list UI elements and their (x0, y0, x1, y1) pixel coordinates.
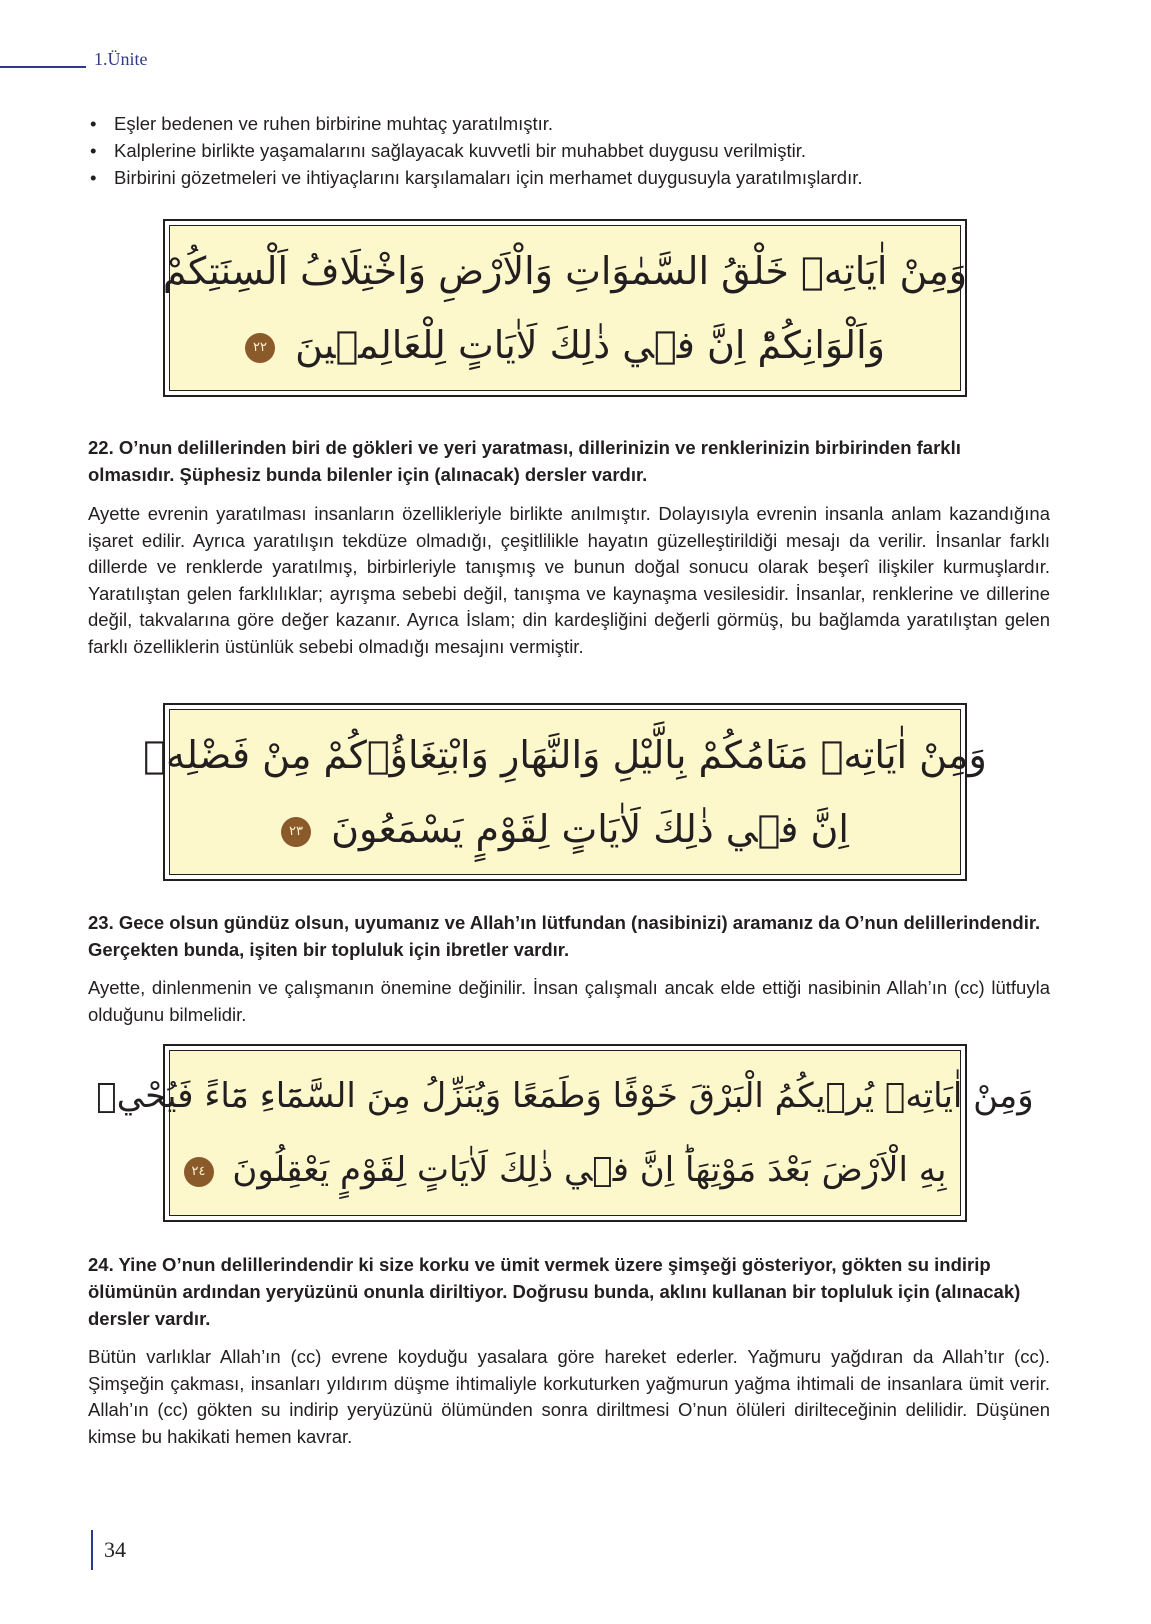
list-item: • Kalplerine birlikte yaşamalarını sağlayacak kuvvetli bir muhabbet duygusu verilmiştir. (88, 137, 863, 164)
verse-number: 23. (88, 912, 114, 933)
footer-rule (91, 1530, 93, 1570)
verse-number: 24. (88, 1254, 114, 1275)
ayah-number-icon: ٢٤ (184, 1157, 214, 1187)
header-rule (0, 66, 86, 68)
page-number: 34 (104, 1537, 126, 1562)
arabic-line: وَمِنْ اٰيَاتِه۪ خَلْقُ السَّمٰوَاتِ وَالْاَرْضِ وَاخْتِلَافُ اَلْسِنَتِكُمْ (162, 249, 968, 293)
ayah-number-icon: ٢٣ (281, 817, 311, 847)
commentary-24: Bütün varlıklar Allah’ın (cc) evrene koyduğu yasalara göre hareket ederler. Yağmuru yağdıran da Allah’tır (cc). Şimşeğin çakması, insanları yıldırım düşme ihtimaliyle korkuturken yağmurun yağma ihtimali de insanlara ümit verir. Allah’ın (cc) gökten su indirip yeryüzünü ölümünden sonra diriltmesi O’nun ölüleri dirilteceğinin delilidir. Düşünen kimse bu hakikati hemen kavrar. (88, 1346, 1050, 1447)
commentary-23: Ayette, dinlenmenin ve çalışmanın önemine değinilir. İnsan çalışmalı ancak elde ettiği nasibinin Allah’ın (cc) lütfuyla olduğunu bilmelidir. (88, 977, 1050, 1025)
bullet-icon: • (90, 167, 97, 188)
verse-panel (96, 1050, 1034, 1216)
arabic-line: اِنَّ ف۪ي ذٰلِكَ لَاٰيَاتٍ لِقَوْمٍ يَسْمَعُونَ ٢٣ (281, 792, 849, 866)
list-item: • Birbirini gözetmeleri ve ihtiyaçlarını karşılamaları için merhamet duygusuyla yaratılmışlardır. (88, 164, 863, 191)
unit-title: 1.Ünite (94, 49, 148, 69)
verse-number: 22. (88, 437, 114, 458)
bullet-icon: • (90, 113, 97, 134)
verse-panel (162, 225, 968, 391)
bullet-icon: • (90, 140, 97, 161)
list-item: • Eşler bedenen ve ruhen birbirine muhtaç yaratılmıştır. (88, 110, 863, 137)
verse-box-22 (163, 219, 967, 397)
verse-translation-22: 22. O’nun delillerinden biri de gökleri ve yeri yaratması, dillerinizin ve renklerinizin birbirinden farklı olmasıdır. Şüphesiz bunda bilenler için (alınacak) dersler vardır. (88, 437, 961, 485)
ayah-number-icon: ٢٢ (245, 333, 275, 363)
verse-panel (143, 709, 987, 875)
arabic-line: بِهِ الْاَرْضَ بَعْدَ مَوْتِهَاؕ اِنَّ ف۪ي ذٰلِكَ لَاٰيَاتٍ لِقَوْمٍ يَعْقِلُونَ ٢٤ (184, 1133, 947, 1207)
verse-translation-23: 23. Gece olsun gündüz olsun, uyumanız ve Allah’ın lütfundan (nasibinizi) aramanız da O’nun delillerindendir. Gerçekten bunda, işiten bir topluluk için ibretler vardır. (88, 912, 1041, 960)
verse-box-23 (143, 703, 987, 881)
verse-translation-24: 24. Yine O’nun delillerindendir ki size korku ve ümit vermek üzere şimşeği gösteriyor, gökten su indirip ölümünün ardından yeryüzünü onunla diriltiyor. Doğrusu bunda, aklını kullanan bir topluluk için (alınacak) dersler vardır. (88, 1254, 1021, 1329)
arabic-line: وَاَلْوَانِكُمْؕ اِنَّ ف۪ي ذٰلِكَ لَاٰيَاتٍ لِلْعَالِم۪ينَ ٢٢ (245, 308, 885, 382)
bullet-list (88, 110, 863, 191)
verse-box-24 (96, 1044, 1034, 1222)
arabic-line: وَمِنْ اٰيَاتِه۪ مَنَامُكُمْ بِالَّيْلِ وَالنَّهَارِ وَابْتِغَاؤُ۬كُمْ مِنْ فَضْلِه۪ (143, 733, 987, 777)
arabic-line: وَمِنْ اٰيَاتِه۪ يُر۪يكُمُ الْبَرْقَ خَوْفًا وَطَمَعًا وَيُنَزِّلُ مِنَ السَّمَٓاءِ مَٓاءً فَيُحْي۪ (96, 1076, 1034, 1116)
commentary-22: Ayette evrenin yaratılması insanların özellikleriyle birlikte anılmıştır. Dolayısıyla evrenin insanla anlam kazandığına işaret edilir. Ayrıca yaratılışın tekdüze olmadığı, çeşitlilikle hayatın güzelleştirildiği mesajı da verilir. İnsanlar farklı dillerde ve renklerde yaratılmış, birbirleriyle tanışmış ve bunun doğal sonucu olarak beşerî ilişkiler kurmuşlardır. Yaratılıştan gelen farklılıklar; ayrışma sebebi değil, tanışma ve kaynaşma vesilesidir. İnsanlar, renklerine ve dillerine değil, takvalarına göre değer kazanır. Ayrıca İslam; din kardeşliğini değerli görmüş, bu bağlamda yaratılıştan gelen farklı özelliklerin üstünlük sebebi olmadığı mesajını vermiştir. (88, 503, 1050, 657)
